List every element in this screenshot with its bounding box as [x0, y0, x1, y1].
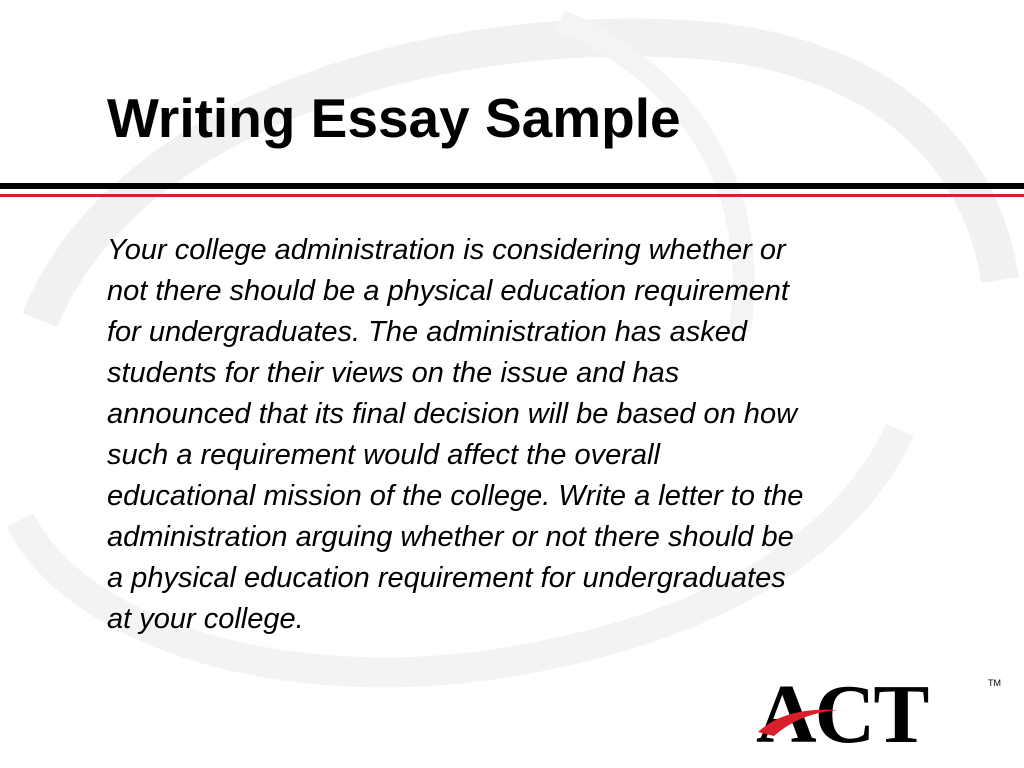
act-logo: [752, 664, 1002, 754]
essay-prompt: [107, 230, 957, 640]
trademark-mark: TM: [988, 678, 1001, 688]
prompt-line: administration arguing whether or not there should be: [107, 521, 794, 553]
prompt-line: educational mission of the college. Write a letter to the: [107, 480, 804, 512]
prompt-line: not there should be a physical education requirement: [107, 275, 789, 307]
prompt-line: announced that its final decision will be based on how: [107, 398, 798, 430]
prompt-line: for undergraduates. The administration has asked: [107, 316, 747, 348]
prompt-line: a physical education requirement for undergraduates: [107, 562, 786, 594]
divider-black: [0, 183, 1024, 189]
slide-title: Writing Essay Sample: [107, 87, 681, 149]
prompt-line: Your college administration is considering whether or: [107, 234, 786, 266]
prompt-line: at your college.: [107, 603, 304, 635]
prompt-line: such a requirement would affect the overall: [107, 439, 660, 471]
act-logo-text: ACT: [756, 668, 928, 754]
prompt-line: students for their views on the issue and has: [107, 357, 680, 389]
divider-red: [0, 194, 1024, 197]
